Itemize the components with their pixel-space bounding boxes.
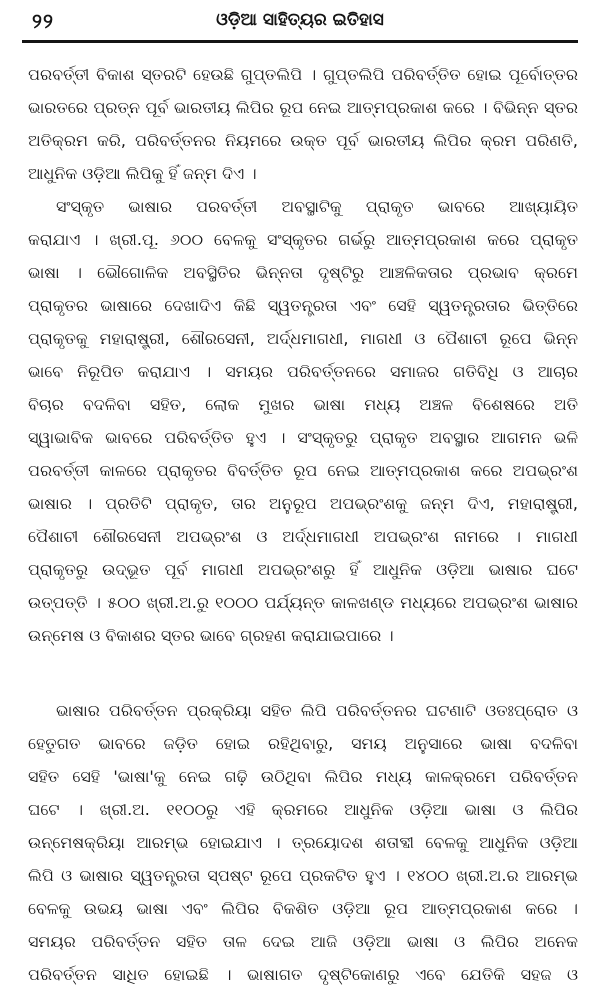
paragraph-spacer [28, 652, 578, 694]
text-line: ପରବର୍ତ୍ତୀ ବିକାଶ ସ୍ତରଟି ହେଉଛି ଗୁପ୍ତଲିପି । ଗୁପ୍ତଲିପି ପରିବର୍ତ୍ତିତ ହୋଇ ପୂର୍ବୋତ୍ତର [28, 65, 578, 84]
paragraph [28, 694, 578, 991]
text-line: ଭାଷାର ପରିବର୍ତ୍ତନ ପ୍ରକ୍ରିୟା ସହିତ ଲିପି ପରିବର୍ତ୍ତନର ଘଟଣାଟି ଓତଃପ୍ରୋତ ଓ [56, 701, 578, 720]
body-text [28, 58, 578, 991]
paragraph [28, 190, 578, 652]
text-line: ଭାଷା । ଭୌଗୋଳିକ ଅବସ୍ଥିତିର ଭିନ୍ନତା ଦୃଷ୍ଟିରୁ ଆଞ୍ଚଳିକତାର ପ୍ରଭାବ କ୍ରମେ [28, 263, 578, 282]
text-line: କରାଯାଏ । ଖ୍ରୀ.ପୂ. ୬୦୦ ବେଳକୁ ସଂସ୍କୃତର ଗର୍ଭରୁ ଆତ୍ମପ୍ରକାଶ କରେ ପ୍ରାକୃତ [28, 230, 578, 249]
text-line: ପରିବର୍ତ୍ତନ ସାଧିତ ହୋଇଛି । ଭାଷାଗତ ଦୃଷ୍ଟିକୋଣରୁ ଏବେ ଯେତିକି ସହଜ ଓ [28, 965, 578, 984]
text-line: ଆଧୁନିକ ଓଡ଼ିଆ ଲିପିକୁ ହିଁ ଜନ୍ମ ଦିଏ । [28, 164, 257, 183]
text-line: ସହିତ ସେହି 'ଭାଷା'କୁ ନେଇ ଗଢ଼ି ଉଠିଥିବା ଲିପିର ମଧ୍ୟ କାଳକ୍ରମେ ପରିବର୍ତ୍ତନ [28, 767, 578, 786]
paragraph [28, 58, 578, 190]
text-line: ଭାଷାର । ପ୍ରତିଟି ପ୍ରାକୃତ, ତାର ଅନୁରୂପ ଅପଭ୍ରଂଶକୁ ଜନ୍ମ ଦିଏ, ମହାରାଷ୍ଟ୍ରୀ, [28, 494, 578, 513]
text-line: ସ୍ୱାଭାବିକ ଭାବରେ ପରିବର୍ତ୍ତିତ ହୁଏ । ସଂସ୍କୃତରୁ ପ୍ରାକୃତ ଅବସ୍ଥାର ଆଗମନ ଭଳି [28, 428, 578, 447]
text-line: ଲିପି ଓ ଭାଷାର ସ୍ୱତନ୍ତ୍ରତା ସ୍ପଷ୍ଟ ରୂପେ ପ୍ରକଟିତ ହୁଏ । ୧୪୦୦ ଖ୍ରୀ.ଅ.ର ଆରମ୍ଭ [28, 866, 578, 885]
text-line: ବେଳକୁ ଉଭୟ ଭାଷା ଏବଂ ଲିପିର ବିକଶିତ ଓଡ଼ିଆ ରୂପ ଆତ୍ମପ୍ରକାଶ କରେ । [28, 899, 578, 918]
running-header [22, 6, 578, 34]
page-number: ୨୨ [32, 9, 54, 33]
text-line: ଘଟେ । ଖ୍ରୀ.ଅ. ୧୧୦୦ରୁ ଏହି କ୍ରମରେ ଆଧୁନିକ ଓଡ଼ିଆ ଭାଷା ଓ ଲିପିର [28, 800, 578, 819]
text-line: ଉତ୍ପତ୍ତି । ୫୦୦ ଖ୍ରୀ.ଅ.ରୁ ୧୦୦୦ ପର୍ଯ୍ୟନ୍ତ କାଳଖଣ୍ଡ ମଧ୍ୟରେ ଅପଭ୍ରଂଶ ଭାଷାର [28, 593, 578, 612]
text-line: ସଂସ୍କୃତ ଭାଷାର ପରବର୍ତ୍ତୀ ଅବସ୍ଥାଟିକୁ ପ୍ରାକୃତ ଭାବରେ ଆଖ୍ୟାୟିତ [56, 197, 578, 216]
text-line: ଉନ୍ମେଷ ଓ ବିକାଶର ସ୍ତର ଭାବେ ଗ୍ରହଣ କରାଯାଇପାରେ । [28, 626, 394, 645]
header-rule [22, 40, 578, 43]
text-line: ସମୟର ପରିବର୍ତ୍ତନ ସହିତ ତାଳ ଦେଇ ଆଜି ଓଡ଼ିଆ ଭାଷା ଓ ଲିପିର ଅନେକ [28, 932, 578, 951]
text-line: ଉନ୍ମେଷକ୍ରିୟା ଆରମ୍ଭ ହୋଇଯାଏ । ତ୍ରୟୋଦଶ ଶତାବ୍ଦୀ ବେଳକୁ ଆଧୁନିକ ଓଡ଼ିଆ [28, 833, 578, 852]
text-line: ପ୍ରାକୃତରୁ ଉଦ୍ଭୂତ ପୂର୍ବ ମାଗଧୀ ଅପଭ୍ରଂଶରୁ ହିଁ ଆଧୁନିକ ଓଡ଼ିଆ ଭାଷାର ଘଟେ [28, 560, 578, 579]
text-line: ପରବର୍ତ୍ତୀ କାଳରେ ପ୍ରାକୃତର ବିବର୍ତ୍ତିତ ରୂପ ନେଇ ଆତ୍ମପ୍ରକାଶ କରେ ଅପଭ୍ରଂଶ [28, 461, 578, 480]
text-line: ହେତୁଗତ ଭାବରେ ଜଡ଼ିତ ହୋଇ ରହିଥିବାରୁ, ସମୟ ଅନୁସାରେ ଭାଷା ବଦଳିବା [28, 734, 578, 753]
text-line: ଭାରତରେ ପ୍ରତ୍ନ ପୂର୍ବ ଭାରତୀୟ ଲିପିର ରୂପ ନେଇ ଆତ୍ମପ୍ରକାଶ କରେ । ବିଭିନ୍ନ ସ୍ତର [28, 98, 578, 117]
text-line: ଭାବେ ନିରୂପିତ କରାଯାଏ । ସମୟର ପରିବର୍ତ୍ତନରେ ସମାଜର ଗତିବିଧି ଓ ଆଚାର [28, 362, 578, 381]
text-line: ପ୍ରାକୃତକୁ ମହାରାଷ୍ଟ୍ରୀ, ଶୌରସେନୀ, ଅର୍ଦ୍ଧମାଗଧୀ, ମାଗଧୀ ଓ ପୈଶାଚୀ ରୂପେ ଭିନ୍ନ [28, 329, 578, 348]
running-title: ଓଡ଼ିଆ ସାହିତ୍ୟର ଇତିହାସ [216, 10, 384, 30]
text-line: ବିଚାର ବଦଳିବା ସହିତ, ଲୋକ ମୁଖର ଭାଷା ମଧ୍ୟ ଅଞ୍ଚଳ ବିଶେଷରେ ଅତି [28, 395, 578, 414]
text-line: ପୈଶାଚୀ ଶୌରସେନୀ ଅପଭ୍ରଂଶ ଓ ଅର୍ଦ୍ଧମାଗଧୀ ଅପଭ୍ରଂଶ ନାମରେ । ମାଗଧୀ [28, 527, 578, 546]
text-line: ଅତିକ୍ରମ କରି, ପରିବର୍ତ୍ତନର ନିୟମରେ ଉକ୍ତ ପୂର୍ବ ଭାରତୀୟ ଲିପିର କ୍ରମ ପରିଣତି, [28, 131, 578, 150]
text-line: ପ୍ରାକୃତର ଭାଷାରେ ଦେଖାଦିଏ କିଛି ସ୍ୱତନ୍ତ୍ରତା ଏବଂ ସେହି ସ୍ୱତନ୍ତ୍ରତାର ଭିତ୍ତିରେ [28, 296, 578, 315]
